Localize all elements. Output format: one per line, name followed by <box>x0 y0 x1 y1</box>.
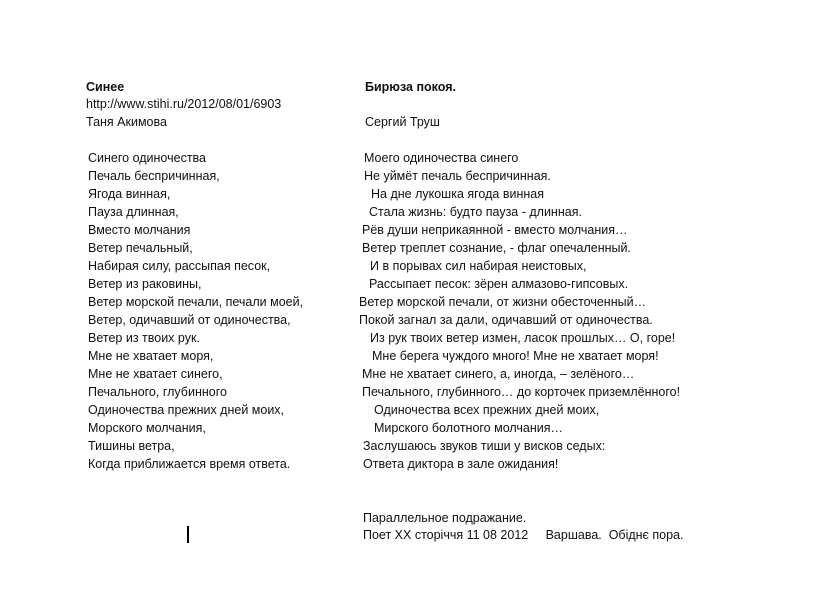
right-poem-line: Стала жизнь: будто пауза - длинная. <box>369 205 582 219</box>
left-poem-line: Печального, глубинного <box>88 385 227 399</box>
right-poem-line: Ветер треплет сознание, - флаг опечаленный. <box>362 241 631 255</box>
right-poem-line: Покой загнал за дали, одичавший от одиночества. <box>359 313 653 327</box>
right-poem-line: Печального, глубинного… до корточек приземлённого! <box>362 385 681 399</box>
left-poem-line: Ветер морской печали, печали моей, <box>88 295 304 309</box>
left-poem-line: Морского молчания, <box>88 421 206 435</box>
left-poem-line: Набирая силу, рассыпая песок, <box>88 259 271 273</box>
right-poem-line: Не уймёт печаль беспричинная. <box>364 169 551 183</box>
right-poem-line: Мне берега чуждого много! Мне не хватает моря! <box>372 349 659 363</box>
left-poem-line: Ветер, одичавший от одиночества, <box>88 313 291 327</box>
right-poem-line: Рёв души неприкаянной - вместо молчания… <box>362 223 628 237</box>
left-poem-line: Ветер из раковины, <box>88 277 202 291</box>
left-poem-url: http://www.stihi.ru/2012/08/01/6903 <box>86 97 282 111</box>
right-poem-line: И в порывах сил набирая неистовых, <box>370 259 587 273</box>
left-poem-line: Вместо молчания <box>88 223 191 237</box>
left-poem-line: Тишины ветра, <box>88 439 175 453</box>
right-poem-line: Мирского болотного молчания… <box>374 421 564 435</box>
right-poem-line: Моего одиночества синего <box>364 151 519 165</box>
text-cursor <box>187 526 189 543</box>
right-poem-line: Ветер морской печали, от жизни обесточенный… <box>359 295 647 309</box>
left-poem-line: Мне не хватает моря, <box>88 349 214 363</box>
left-poem-line: Мне не хватает синего, <box>88 367 223 381</box>
left-poem-line: Пауза длинная, <box>88 205 179 219</box>
left-poem-line: Когда приближается время ответа. <box>88 457 291 471</box>
right-poem-line: На дне лукошка ягода винная <box>371 187 544 201</box>
right-poem-line: Одиночества всех прежних дней моих, <box>374 403 600 417</box>
right-poem-note: Параллельное подражание. <box>363 511 527 525</box>
right-poem-line: Мне не хватает синего, а, иногда, – зелёного… <box>362 367 635 381</box>
right-poem-title: Бирюза покоя. <box>365 80 456 94</box>
right-poem-line: Заслушаюсь звуков тиши у висков седых: <box>363 439 606 453</box>
right-poem-author: Сергий Труш <box>365 115 440 129</box>
left-poem-line: Одиночества прежних дней моих, <box>88 403 285 417</box>
left-poem-title: Синее <box>86 80 125 94</box>
left-poem-line: Ветер из твоих рук. <box>88 331 200 345</box>
left-poem-line: Печаль беспричинная, <box>88 169 220 183</box>
right-poem-line: Из рук твоих ветер измен, ласок прошлых… О, горе! <box>370 331 676 345</box>
left-poem-line: Ветер печальный, <box>88 241 193 255</box>
left-poem-line: Ягода винная, <box>88 187 171 201</box>
right-poem-line: Ответа диктора в зале ожидания! <box>363 457 559 471</box>
right-poem-signature: Поет ХХ сторiччя 11 08 2012 Варшава. Обiднє пора. <box>363 528 684 542</box>
left-poem-author: Таня Акимова <box>86 115 167 129</box>
right-poem-line: Рассыпает песок: зёрен алмазово-гипсовых. <box>369 277 629 291</box>
left-poem-line: Синего одиночества <box>88 151 206 165</box>
